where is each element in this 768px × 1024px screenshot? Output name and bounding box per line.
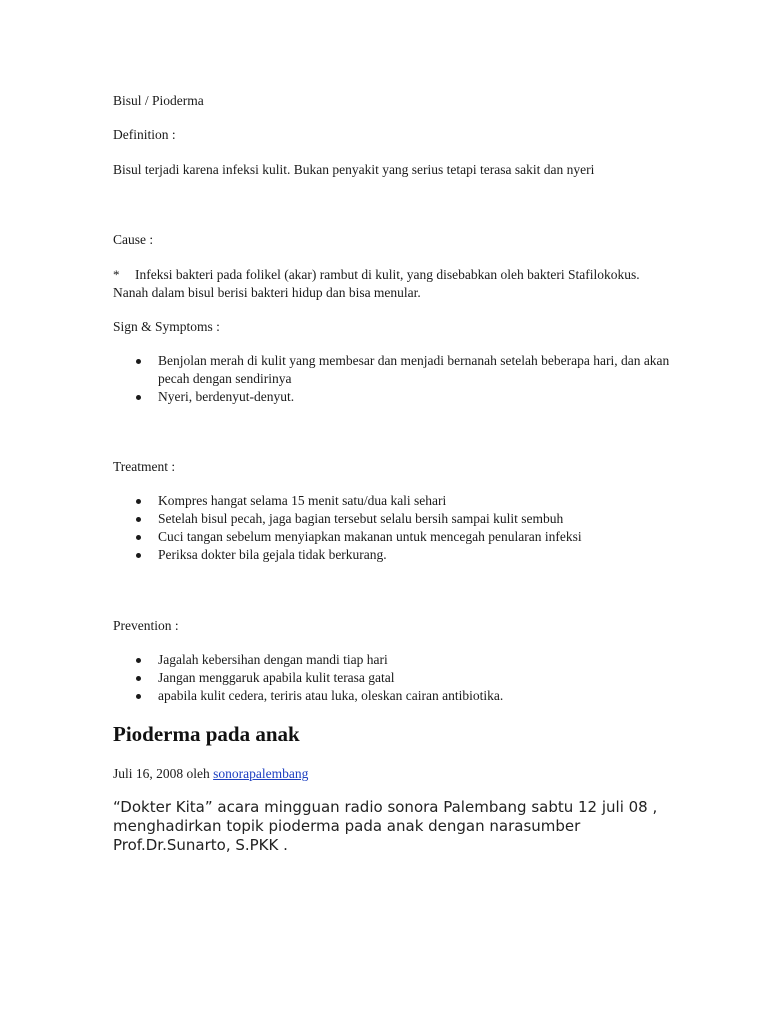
list-item: Cuci tangan sebelum menyiapkan makanan untuk mencegah penularan infeksi	[113, 528, 673, 546]
list-item: apabila kulit cedera, teriris atau luka, oleskan cairan antibiotika.	[113, 687, 673, 705]
list-item: Jangan menggaruk apabila kulit terasa gatal	[113, 669, 673, 687]
definition-text: Bisul terjadi karena infeksi kulit. Bukan penyakit yang serius tetapi terasa sakit dan nyeri	[113, 162, 595, 177]
author-link[interactable]: sonorapalembang	[213, 766, 309, 781]
list-item: Jagalah kebersihan dengan mandi tiap hari	[113, 651, 673, 669]
article-body: “Dokter Kita” acara mingguan radio sonora Palembang sabtu 12 juli 08 , menghadirkan topik pioderma pada anak dengan narasumber Prof.Dr.Sunarto, S.PKK .	[113, 798, 658, 854]
cause-paragraph	[113, 266, 653, 302]
prevention-list	[113, 651, 673, 705]
list-item: Periksa dokter bila gejala tidak berkurang.	[113, 546, 673, 564]
list-item: Benjolan merah di kulit yang membesar dan menjadi bernanah setelah beberapa hari, dan akan pecah dengan sendirinya	[113, 352, 673, 388]
document-title: Bisul / Pioderma	[113, 93, 204, 108]
treatment-label: Treatment :	[113, 459, 176, 474]
cause-marker: *	[113, 267, 120, 282]
list-item: Nyeri, berdenyut-denyut.	[113, 388, 673, 406]
list-item: Kompres hangat selama 15 menit satu/dua kali sehari	[113, 492, 673, 510]
article-byline	[113, 765, 308, 783]
prevention-label: Prevention :	[113, 618, 179, 633]
byline-date: Juli 16, 2008 oleh	[113, 766, 210, 781]
list-item: Setelah bisul pecah, jaga bagian tersebut selalu bersih sampai kulit sembuh	[113, 510, 673, 528]
cause-text: Infeksi bakteri pada folikel (akar) rambut di kulit, yang disebabkan oleh bakteri Stafilokokus. Nanah dalam bisul berisi bakteri hidup dan bisa menular.	[113, 267, 640, 300]
article-heading: Pioderma pada anak	[113, 722, 300, 746]
signs-list	[113, 352, 673, 406]
cause-label: Cause :	[113, 232, 154, 247]
signs-label: Sign & Symptoms :	[113, 319, 220, 334]
definition-label: Definition :	[113, 127, 176, 142]
treatment-list	[113, 492, 673, 564]
